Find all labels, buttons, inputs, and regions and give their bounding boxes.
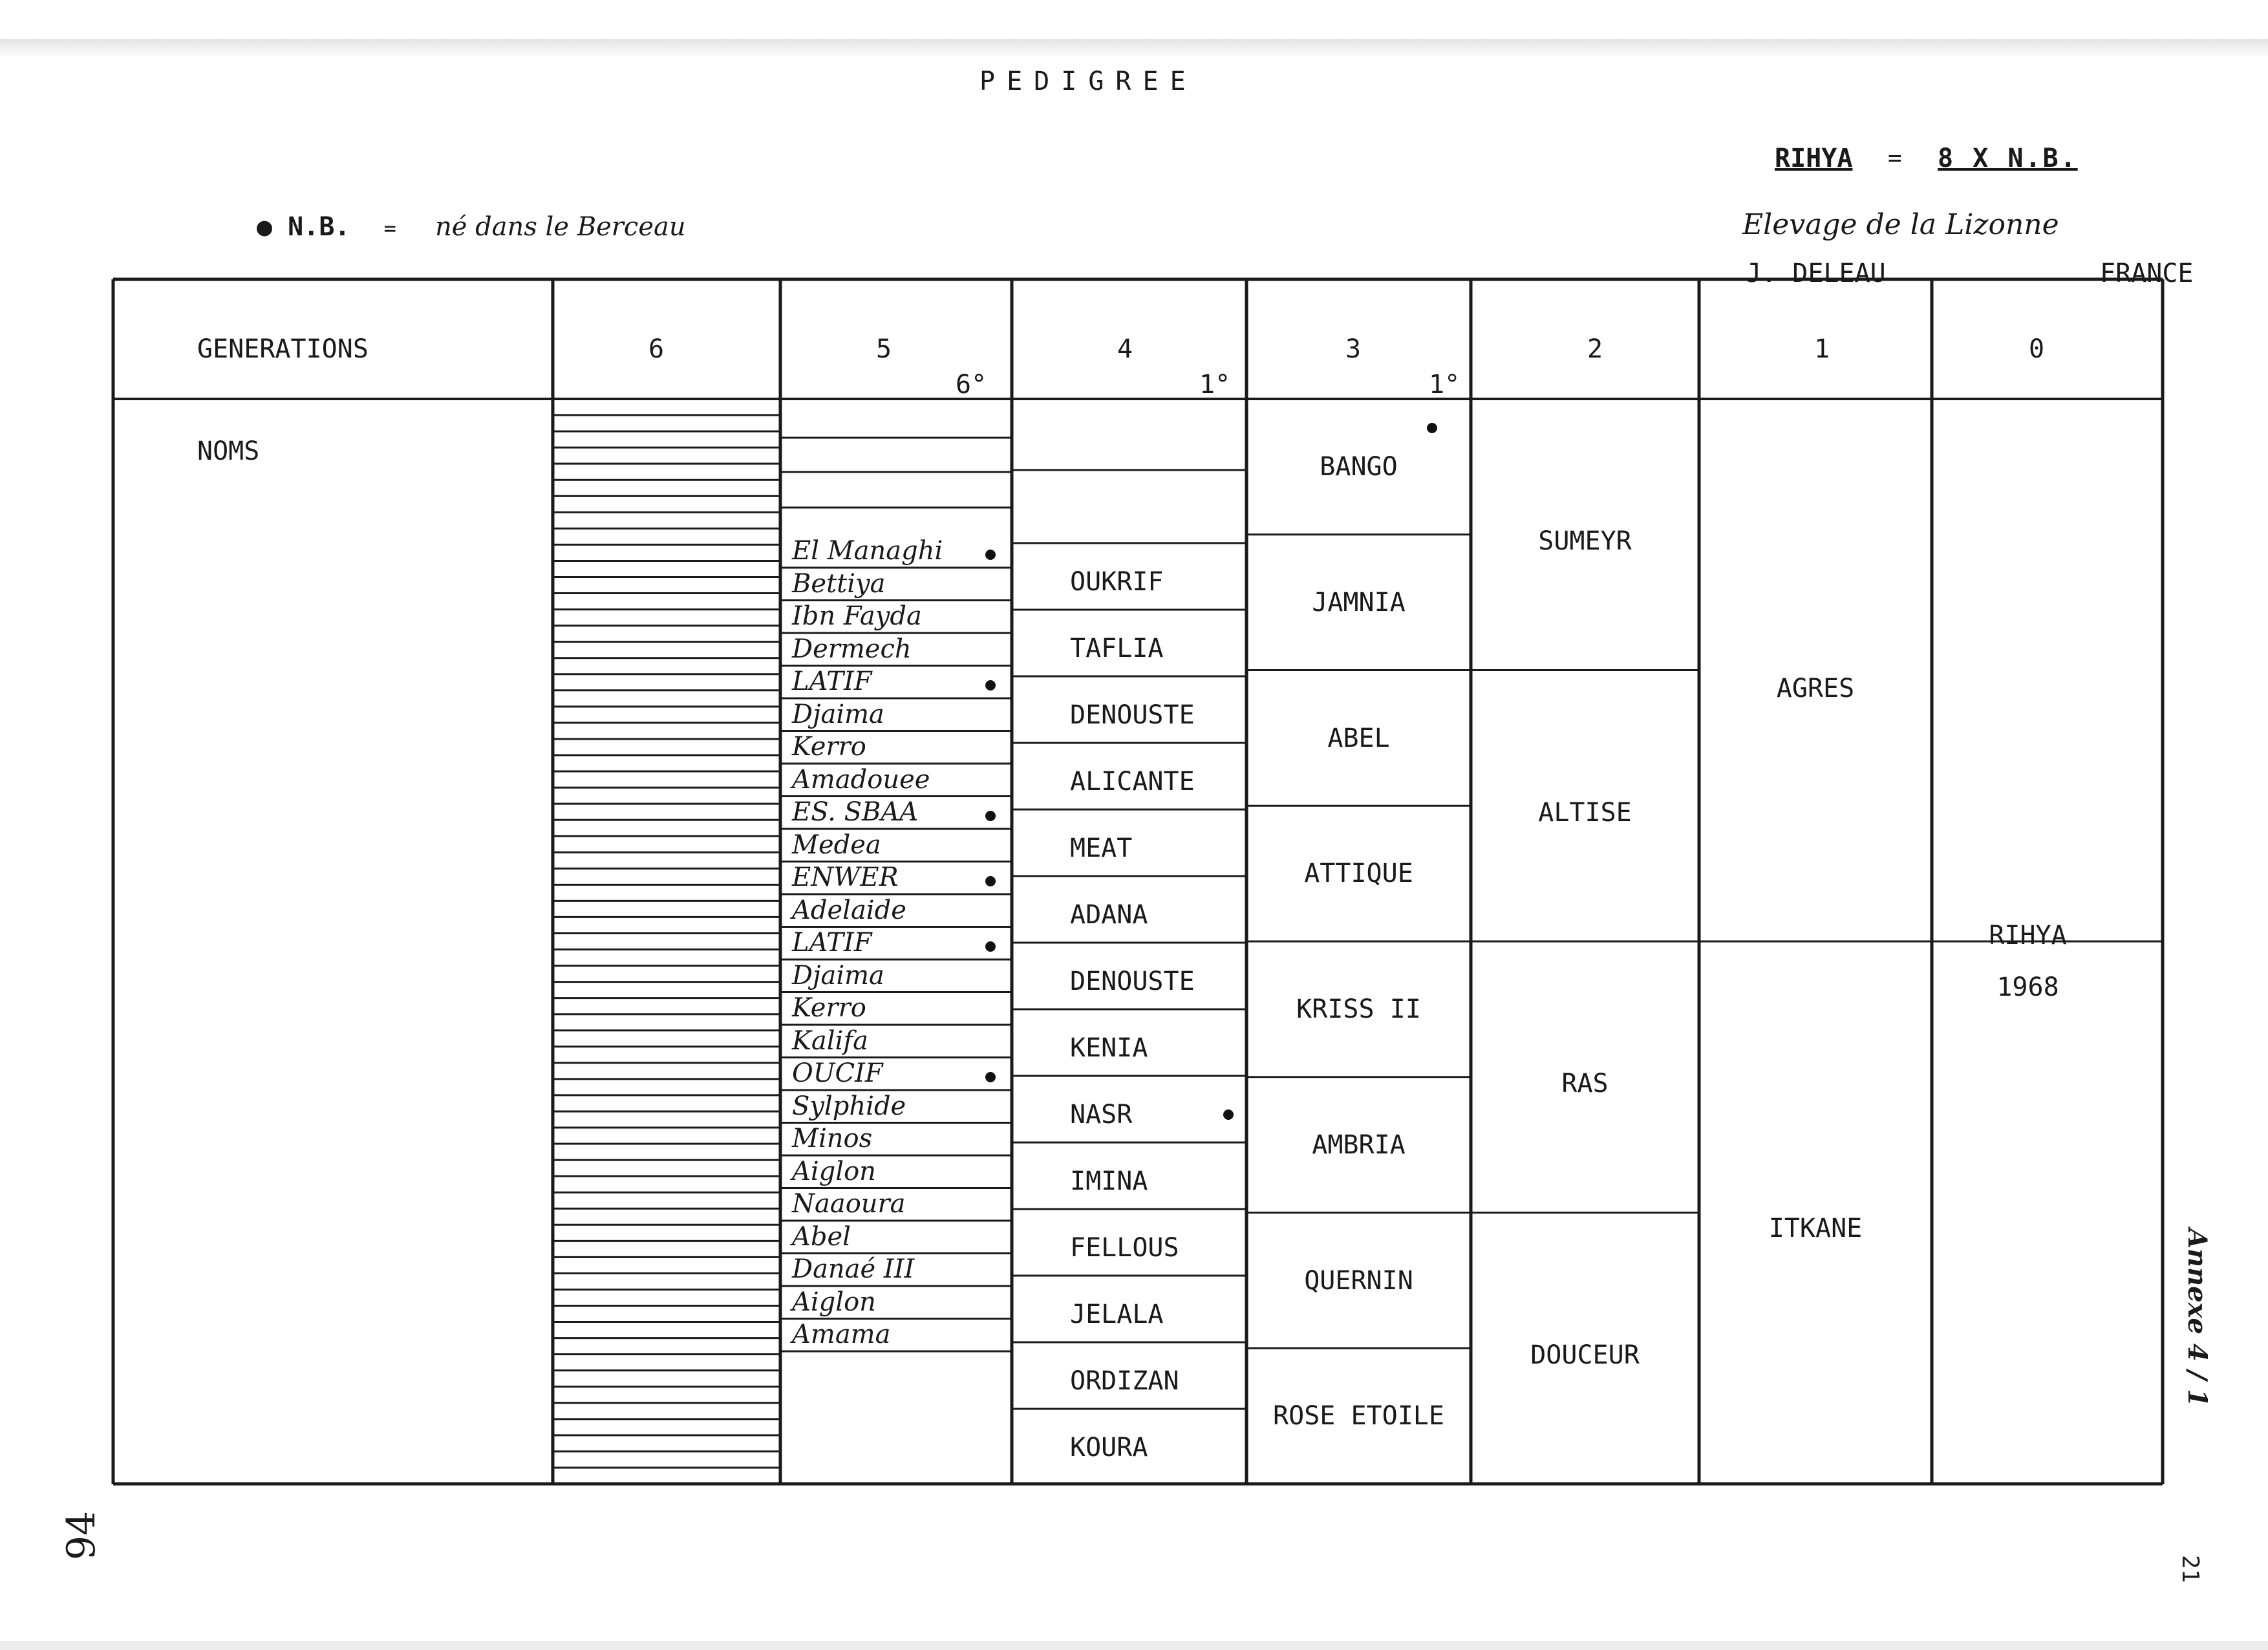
gen5-name: ES. SBAA (792, 797, 919, 827)
gen4-name: NASR (1070, 1100, 1133, 1130)
subheader-gen5: 6° (956, 370, 987, 400)
gen5-name: Kerro (792, 993, 866, 1023)
gen3-name: KRISS II (1296, 994, 1421, 1024)
nb-marker-icon (985, 1072, 996, 1082)
gen4-name: TAFLIA (1070, 634, 1164, 663)
gen5-name: LATIF (792, 667, 872, 696)
horse-name-header: RIHYA (1775, 144, 1853, 173)
nb-marker-icon (985, 550, 996, 560)
subheader-gen4: 1° (1199, 370, 1231, 400)
bullet-icon: ● (257, 212, 288, 242)
gen5-name: Dermech (792, 634, 912, 664)
gen5-name: ENWER (792, 862, 899, 892)
gen5-name: Minos (792, 1124, 873, 1153)
nb-marker-icon (985, 876, 996, 886)
gen4-name: OUKRIF (1070, 567, 1164, 597)
equals-sign: = (1888, 145, 1902, 171)
row-label-noms: NOMS (197, 436, 260, 466)
gen2-name: ALTISE (1538, 797, 1632, 828)
gen4-name: FELLOUS (1070, 1233, 1179, 1263)
gen5-name: Amama (792, 1320, 891, 1349)
gen5-name: Djaima (792, 699, 884, 729)
gen1-name: ITKANE (1768, 1214, 1863, 1243)
gen3-name: ABEL (1327, 723, 1390, 753)
gen5-name: Kerro (792, 732, 866, 762)
handwritten-number: 94 (59, 1510, 105, 1561)
gen2-name: DOUCEUR (1530, 1340, 1640, 1370)
gen4-name: DENOUSTE (1070, 967, 1195, 996)
country: FRANCE (2100, 259, 2194, 288)
gen4-name: ORDIZAN (1070, 1366, 1179, 1396)
legend-equals: = (383, 216, 396, 241)
gen0-name: RIHYA (1989, 921, 2067, 950)
gen2-name: SUMEYR (1538, 526, 1632, 556)
gen4-name: ALICANTE (1070, 767, 1195, 797)
header-generations: GENERATIONS (197, 334, 369, 364)
gen5-name: Kalifa (792, 1025, 868, 1056)
legend-abbr: N.B. (288, 212, 350, 242)
header-gen-2: 2 (1587, 334, 1603, 364)
gen3-name: QUERNIN (1304, 1265, 1413, 1296)
header-gen-6: 6 (648, 334, 665, 364)
gen5-name: Aiglon (792, 1156, 876, 1186)
gen5-name: Adelaide (792, 895, 906, 925)
gen5-name: Ibn Fayda (792, 601, 922, 631)
gen4-name: ADANA (1070, 900, 1148, 930)
header-gen-1: 1 (1813, 334, 1830, 364)
gen0-year: 1968 (1996, 972, 2059, 1002)
gen5-name: Amadouee (792, 764, 930, 795)
gen4-name: JELALA (1070, 1300, 1164, 1329)
gen5-name: OUCIF (792, 1058, 883, 1088)
gen4-name: MEAT (1070, 833, 1133, 863)
page-number: 21 (2177, 1555, 2203, 1583)
gen5-name: Abel (792, 1221, 851, 1252)
gen3-name: ROSE ETOILE (1273, 1401, 1444, 1431)
owner-name: J. DELEAU (1746, 259, 1886, 288)
gen3-name: BANGO (1320, 452, 1398, 482)
gen5-name: Bettiya (792, 568, 886, 599)
gen5-name: Danaé III (792, 1254, 915, 1284)
gen5-name: Sylphide (792, 1091, 906, 1121)
gen5-name: LATIF (792, 928, 872, 958)
gen5-name: Medea (792, 830, 881, 860)
legend-definition: né dans le Berceau (434, 212, 686, 242)
header-gen-3: 3 (1345, 334, 1362, 364)
nb-marker-icon (985, 941, 996, 952)
nb-marker-icon (1427, 423, 1437, 433)
gen4-name: KOURA (1070, 1433, 1148, 1462)
gen5-name: El Managhi (792, 536, 943, 566)
gen1-name: AGRES (1776, 674, 1855, 703)
breeder-name: Elevage de la Lizonne (1742, 208, 2059, 241)
gen4-name: KENIA (1070, 1033, 1148, 1063)
nb-marker-icon (985, 680, 996, 691)
gen4-name: IMINA (1070, 1166, 1148, 1196)
annexe-note: Annexe 4 / 1 (2182, 1228, 2212, 1407)
gen4-name: DENOUSTE (1070, 700, 1195, 730)
nb-marker-icon (985, 811, 996, 821)
gen5-name: Djaima (792, 960, 884, 991)
gen3-name: JAMNIA (1312, 587, 1406, 617)
document-title: PEDIGREE (979, 67, 1197, 96)
header-gen-0: 0 (2028, 334, 2045, 364)
gen5-name: Aiglon (792, 1287, 876, 1317)
header-gen-4: 4 (1117, 334, 1133, 364)
nb-marker-icon (1223, 1109, 1234, 1120)
subheader-gen3: 1° (1429, 370, 1460, 400)
gen2-name: RAS (1561, 1069, 1609, 1098)
gen5-name: Naaoura (792, 1189, 906, 1219)
gen3-name: AMBRIA (1312, 1130, 1406, 1160)
header-gen-5: 5 (875, 334, 892, 364)
gen3-name: ATTIQUE (1304, 859, 1413, 889)
nb-formula: 8 X N.B. (1938, 144, 2078, 173)
